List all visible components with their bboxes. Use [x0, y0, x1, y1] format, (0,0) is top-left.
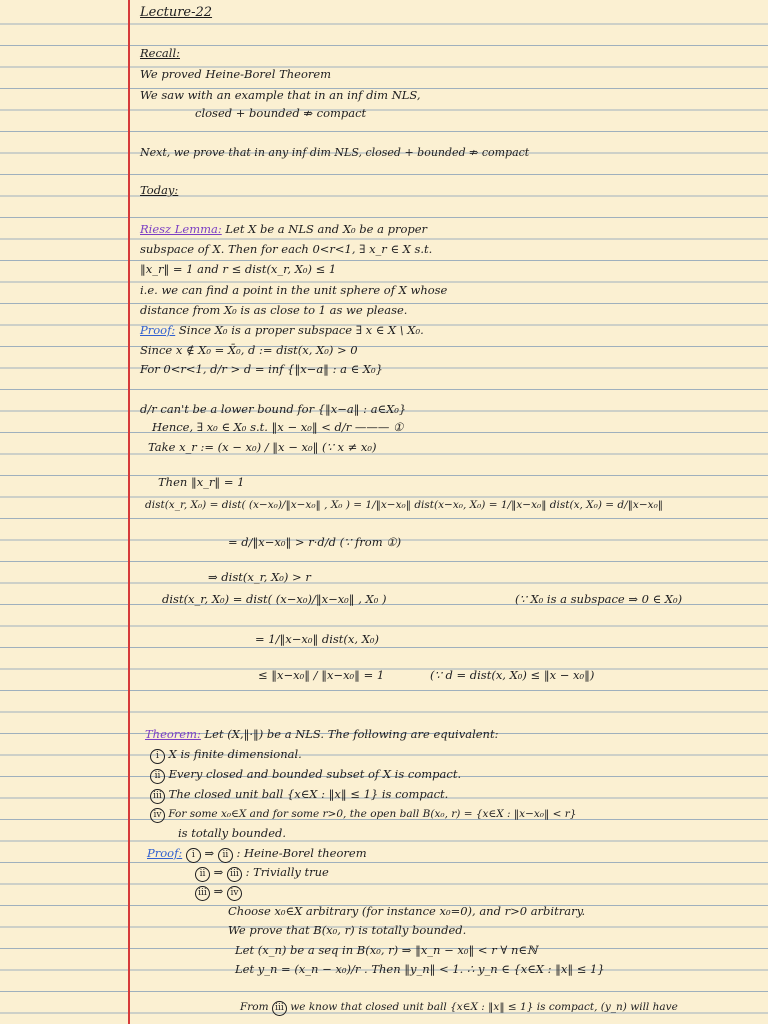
- proof-start: Since X₀ is a proper subspace ∃ x ∈ X \ X₀.: [178, 323, 424, 337]
- roman-ii-marker: ii: [218, 848, 233, 863]
- theorem-proof-line-2: [195, 865, 329, 882]
- theorem-item-iv-text: For some x₀∈X and for some r>0, the open ball B(x₀, r) = {x∈X : ‖x−x₀‖ < r}: [168, 808, 577, 820]
- margin-line: [128, 0, 130, 1024]
- proof-label: Proof:: [140, 323, 176, 337]
- theorem-proof-line-6: Let (x_n) be a seq in B(x₀, r) ⇒ ‖x_n − x₀‖ < r ∀ n∈ℕ: [235, 943, 538, 957]
- roman-iii-marker: iii: [150, 789, 165, 804]
- lecture-title: Lecture-22: [140, 5, 213, 20]
- roman-iv-marker: iv: [150, 808, 165, 823]
- theorem-item-ii: [150, 767, 461, 784]
- riesz-line-2: subspace of X. Then for each 0<r<1, ∃ x_r ∈ X s.t.: [140, 242, 433, 256]
- theorem-item-iii-text: The closed unit ball {x∈X : ‖x‖ ≤ 1} is compact.: [168, 787, 449, 801]
- theorem-proof-label: Proof:: [147, 846, 183, 860]
- roman-iv-marker: iv: [227, 886, 242, 901]
- trivially-true-note: : Trivially true: [245, 865, 329, 879]
- next-line: Next, we prove that in any inf dim NLS, closed + bounded ⇏ compact: [140, 146, 530, 159]
- theorem-proof-line-4: Choose x₀∈X arbitrary (for instance x₀=0), and r>0 arbitrary.: [228, 904, 586, 918]
- from-word: From: [240, 1001, 269, 1013]
- today-heading: Today:: [140, 183, 179, 197]
- proof-line-4: d/r can't be a lower bound for {‖x−a‖ : a∈X₀}: [140, 402, 407, 416]
- riesz-line-1: [140, 222, 427, 236]
- theorem-item-iii: [150, 787, 448, 804]
- roman-iii-marker: iii: [227, 867, 242, 882]
- theorem-item-ii-text: Every closed and bounded subset of X is compact.: [168, 767, 462, 781]
- proof-line-8: dist(x_r, X₀) = dist( (x−x₀)/‖x−x₀‖ , X₀ ) = 1/‖x−x₀‖ dist(x−x₀, X₀) = 1/‖x−x₀‖ dist(x, X₀) = d/‖x−x₀‖: [145, 499, 664, 511]
- proof-line-6: Take x_r := (x − x₀) / ‖x − x₀‖ (∵ x ≠ x₀): [148, 440, 377, 454]
- theorem-proof-line-1: [147, 846, 367, 863]
- riesz-line-3: ‖x_r‖ = 1 and r ≤ dist(x_r, X₀) ≤ 1: [140, 262, 337, 276]
- roman-i-marker: i: [150, 749, 165, 764]
- theorem-item-iv-cont: is totally bounded.: [178, 826, 287, 840]
- proof-line-9: = d/‖x−x₀‖ > r·d/d (∵ from ①): [228, 535, 402, 549]
- proof-line-1: [140, 323, 424, 337]
- theorem-proof-line-3: [195, 884, 242, 901]
- implies-arrow: ⇒: [213, 884, 224, 898]
- roman-ii-marker: ii: [195, 867, 210, 882]
- roman-iii-marker: iii: [195, 886, 210, 901]
- theorem-line-1: [145, 727, 498, 741]
- theorem-item-iv: [150, 807, 576, 823]
- proof-line-2: Since x ∉ X₀ = X̄₀, d := dist(x, X₀) > 0: [140, 343, 358, 357]
- heine-borel-note: : Heine-Borel theorem: [236, 846, 367, 860]
- recall-line-3: closed + bounded ⇏ compact: [195, 106, 367, 120]
- theorem-statement: Let (X,‖·‖) be a NLS. The following are equivalent:: [204, 727, 499, 741]
- proof-line-13: ≤ ‖x−x₀‖ / ‖x−x₀‖ = 1: [258, 668, 385, 682]
- proof-line-11: dist(x_r, X₀) = dist( (x−x₀)/‖x−x₀‖ , X₀ ): [162, 592, 387, 606]
- implies-arrow: ⇒: [213, 865, 224, 879]
- theorem-proof-line-8: [240, 1000, 678, 1016]
- roman-iii-marker: iii: [272, 1001, 287, 1016]
- proof-line-10: ⇒ dist(x_r, X₀) > r: [208, 570, 311, 584]
- roman-ii-marker: ii: [150, 769, 165, 784]
- theorem-proof-line-5: We prove that B(x₀, r) is totally bounded.: [228, 923, 467, 937]
- proof-line-3: For 0<r<1, d/r > d = inf {‖x−a‖ : a ∈ X₀}: [140, 362, 383, 376]
- riesz-line-5: distance from X₀ is as close to 1 as we please.: [140, 303, 408, 317]
- recall-heading: Recall:: [140, 46, 180, 60]
- proof-line-12: = 1/‖x−x₀‖ dist(x, X₀): [255, 632, 379, 646]
- theorem-label: Theorem:: [145, 727, 201, 741]
- theorem-item-i-text: X is finite dimensional.: [168, 747, 302, 761]
- riesz-statement: Let X be a NLS and X₀ be a proper: [225, 222, 428, 236]
- theorem-item-i: [150, 747, 302, 764]
- proof-line-11-note: (∵ X₀ is a subspace ⇒ 0 ∈ X₀): [515, 592, 683, 606]
- theorem-proof-line-7: Let y_n = (x_n − x₀)/r . Then ‖y_n‖ < 1. ∴ y_n ∈ {x∈X : ‖x‖ ≤ 1}: [235, 962, 605, 976]
- proof-line-13-note: (∵ d = dist(x, X₀) ≤ ‖x − x₀‖): [430, 668, 595, 682]
- compact-note: we know that closed unit ball {x∈X : ‖x‖ ≤ 1} is compact, (y_n) will have: [290, 1001, 678, 1013]
- roman-i-marker: i: [186, 848, 201, 863]
- riesz-lemma-label: Riesz Lemma:: [140, 222, 222, 236]
- recall-line-2: We saw with an example that in an inf dim NLS,: [140, 88, 421, 102]
- recall-line-1: We proved Heine-Borel Theorem: [140, 67, 332, 81]
- proof-line-7: Then ‖x_r‖ = 1: [158, 475, 245, 489]
- riesz-line-4: i.e. we can find a point in the unit sphere of X whose: [140, 283, 448, 297]
- implies-arrow: ⇒: [204, 846, 215, 860]
- proof-line-5: Hence, ∃ x₀ ∈ X₀ s.t. ‖x − x₀‖ < d/r ——— ①: [152, 420, 404, 434]
